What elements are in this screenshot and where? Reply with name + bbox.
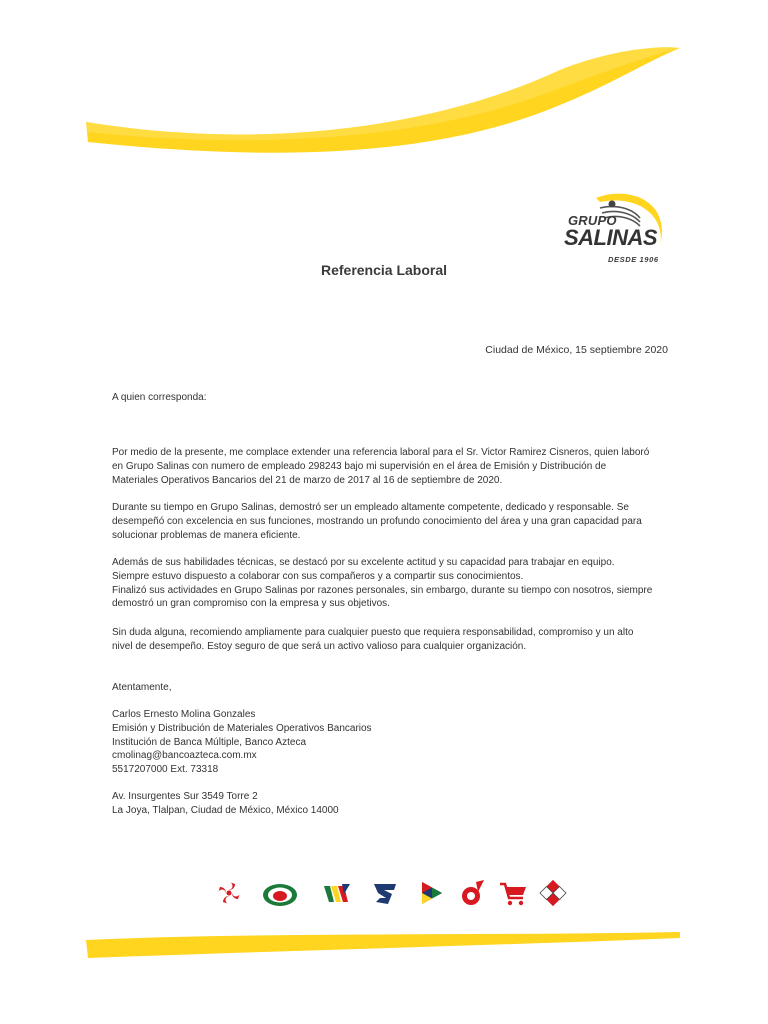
paragraph-3 xyxy=(112,556,662,611)
signature-email: cmolinag@bancoazteca.com.mx xyxy=(112,750,257,762)
address-block xyxy=(112,790,662,818)
signature-phone: 5517207000 Ext. 73318 xyxy=(112,764,219,776)
paragraph-line: nivel de desempeño. Estoy seguro de que será un activo valioso para cualquier organización. xyxy=(112,640,527,652)
paragraph-line: demostró un gran compromiso con la empresa y sus objetivos. xyxy=(112,598,390,610)
paragraph-line: solucionar problemas de manera eficiente. xyxy=(112,529,301,541)
paragraph-line: Finalizó sus actividades en Grupo Salinas por razones personales, sin embargo, durante su tiempo con nosotros, siempre xyxy=(112,584,653,596)
greeting: A quien corresponda: xyxy=(112,392,207,403)
paragraph-1 xyxy=(112,446,662,487)
signature-institution: Institución de Banca Múltiple, Banco Azteca xyxy=(112,736,307,748)
paragraph-line: Siempre estuvo dispuesto a colaborar con sus compañeros y a compartir sus conocimientos. xyxy=(112,570,524,582)
paragraph-line: Además de sus habilidades técnicas, se destacó por su excelente actitud y su capacidad para trabajar en equipo. xyxy=(112,557,615,568)
closing: Atentamente, xyxy=(112,682,172,693)
grupo-salinas-logo xyxy=(560,188,680,272)
paragraph-line: Durante su tiempo en Grupo Salinas, demostró ser un empleado altamente competente, dedicado y responsable. Se xyxy=(112,502,629,513)
paragraph-line: Materiales Operativos Bancarios del 21 de marzo de 2017 al 16 de septiembre de 2020. xyxy=(112,474,503,486)
top-yellow-swoosh xyxy=(0,0,768,160)
logo-salinas-text: SALINAS xyxy=(564,225,658,250)
logo-grupo-text: GRUPO xyxy=(568,213,617,228)
document-title: Referencia Laboral xyxy=(320,262,448,278)
signature-department: Emisión y Distribución de Materiales Operativos Bancarios xyxy=(112,722,372,734)
address-line: La Joya, Tlalpan, Ciudad de México, México 14000 xyxy=(112,804,339,816)
paragraph-line: Por medio de la presente, me complace extender una referencia laboral para el Sr. Victor Ramirez Cisneros, quien laboró xyxy=(112,447,650,458)
paragraph-2 xyxy=(112,501,662,542)
document-date: Ciudad de México, 15 septiembre 2020 xyxy=(485,344,668,356)
bottom-yellow-swoosh xyxy=(0,880,768,990)
paragraph-line: desempeñó con excelencia en sus funciones, mostrando un profundo conocimiento del área y una gran capacidad para xyxy=(112,515,642,527)
signature-name: Carlos Ernesto Molina Gonzales xyxy=(112,709,256,720)
signature-block xyxy=(112,708,662,777)
address-line: Av. Insurgentes Sur 3549 Torre 2 xyxy=(112,791,258,802)
paragraph-line: Sin duda alguna, recomiendo ampliamente para cualquier puesto que requiera responsabilidad, compromiso y un alto xyxy=(112,627,634,638)
paragraph-4 xyxy=(112,626,662,654)
paragraph-line: en Grupo Salinas con numero de empleado 298243 bajo mi supervisión en el área de Emisión y Distribución de xyxy=(112,460,607,472)
logo-desde-text: DESDE 1906 xyxy=(608,255,659,264)
